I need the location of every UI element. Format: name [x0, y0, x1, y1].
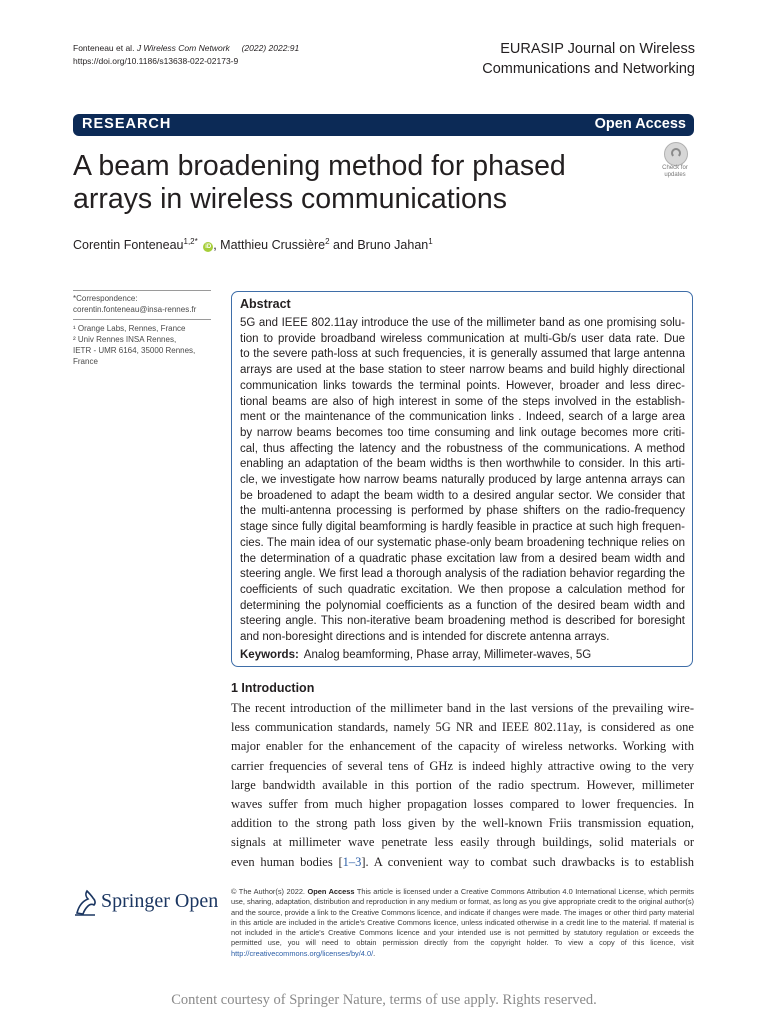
abstract-line: steering angle. This non-iterative beam broadening method is described for boresight — [240, 615, 685, 628]
affiliation-2-line: France — [73, 357, 98, 366]
abstract-line: ment or the maintenance of the communication links . Indeed, search of a large area — [240, 411, 685, 424]
abstract-line: tion to provide broadband wireless communication at multi-Gb/s user data rate. Due — [240, 332, 685, 345]
abstract-line: to the severe path-loss at such frequencies, it is generally assumed that large antenna — [240, 348, 685, 361]
abstract-line: arrays are used at the base station to steer narrow beams and build highly directional — [240, 364, 685, 377]
abstract-line: the determination of a quadratic phase excitation law from a desired beam width and — [240, 552, 685, 565]
author-list — [73, 237, 433, 252]
author-affiliation: 1 — [428, 237, 433, 246]
author-affiliation: 2 — [325, 237, 330, 246]
keywords-list: Analog beamforming, Phase array, Millimeter-waves, 5G — [303, 649, 592, 661]
article-type-label: RESEARCH — [82, 116, 172, 132]
check-updates-line-2: updates — [664, 171, 686, 178]
page-footer: Content courtesy of Springer Nature, terms of use apply. Rights reserved. — [171, 992, 597, 1008]
license-text: This article is licensed under a Creative Commons Attribution 4.0 International License, which permits use, sharing, adaptation, distribution and reproduction in any medium or format, as long as you give appropriate credit to the original author(s) and the source, provide a link to the Creative Commons licence, and indicate if changes were made. The images or other third party material in this article are included in the article's Creative Commons licence, unless indicated otherwise in a credit line to the material. If material is not included in the article's Creative Commons licence and your intended use is not permitted by statutory regulation or exceeds the permitted use, you will need to obtain permission directly from the copyright holder. To view a copy of this licence, visit — [231, 887, 694, 948]
orcid-icon[interactable]: iD — [205, 244, 212, 251]
journal-line-1: EURASIP Journal on Wireless — [500, 41, 695, 57]
body-line: signals at millimeter wave penetrate less easily through buildings, solid materials or — [231, 835, 694, 850]
abstract-line: cle, we investigate how narrow beams naturally produced by large antenna arrays can — [240, 474, 685, 487]
body-line: carrier frequencies of several tens of GHz is indeed highly attractive owing to the very — [231, 758, 694, 773]
body-line: The recent introduction of the millimeter band in the last versions of the prevailing wire- — [231, 701, 694, 715]
abstract-line: stage since fully digital beamforming is hardly feasible in practice at such high frequen- — [240, 521, 685, 534]
body-text: ]. A convenient way to combat such drawbacks is to establish — [361, 854, 694, 869]
correspondence-email[interactable]: corentin.fonteneau@insa-rennes.fr — [73, 305, 197, 314]
logo-brand: Springer — [101, 890, 170, 912]
year-volume: (2022) 2022:91 — [241, 43, 300, 53]
license-link[interactable]: http://creativecommons.org/licenses/by/4.0/ — [231, 948, 374, 958]
author-name[interactable]: Corentin Fonteneau — [73, 238, 184, 253]
author-separator: and — [329, 238, 358, 253]
abstract-line: cies. The main idea of our systematic phase-only beam broadening technique relies on — [240, 536, 685, 549]
sidebar-divider — [73, 319, 211, 320]
author-affiliation: 1,2* — [183, 237, 198, 246]
abstract-line: cal, thus affecting the latency and the robustness of the communications. A method — [240, 442, 685, 455]
body-text: even human bodies [ — [231, 854, 343, 869]
affiliation-1: ¹ Orange Labs, Rennes, France — [73, 324, 186, 333]
sidebar-divider — [73, 290, 211, 291]
author-name[interactable]: Bruno Jahan — [357, 238, 429, 253]
body-line: addition to the strong path loss given by the well-known Friis transmission equation, — [231, 816, 694, 831]
abstract-line: be broadened to adapt the beam width to a desired angular sector. We consider that — [240, 489, 685, 502]
abstract-line: 5G and IEEE 802.11ay introduce the use of the millimeter band as one promising solu- — [240, 317, 685, 329]
running-header — [73, 42, 299, 68]
abstract-heading: Abstract — [240, 297, 291, 311]
affiliations-block — [73, 323, 211, 367]
abstract-line: steering angle. We first lead a thorough analysis of the radiation behavior regarding the — [240, 568, 685, 581]
abstract-line: and non-boresight directions and is intended for discrete antenna arrays. — [240, 631, 610, 644]
correspondence-label: *Correspondence: — [73, 294, 138, 303]
license-end: . — [373, 948, 376, 958]
journal-name — [482, 39, 695, 79]
abstract-line: tional beams are also of high interest in some of the steps involved in the establish- — [240, 395, 685, 408]
body-line: large bandwidth available in this portion of the radio spectrum. However, millimeter — [231, 777, 694, 792]
correspondence-block — [73, 293, 211, 315]
check-for-updates-badge[interactable] — [655, 141, 695, 179]
body-line: waves suffer from much higher propagation losses compared to lower frequencies. In — [231, 797, 694, 812]
article-title: A beam broadening method for phased arrays in wireless communications — [73, 150, 566, 215]
journal-abbrev: J Wireless Com Network — [136, 43, 230, 53]
keywords-label: Keywords: — [240, 649, 299, 661]
citation-link[interactable]: 1–3 — [342, 854, 362, 869]
abstract-line: enabling an adaptation of the beam widths is then worthwhile to consider. In this arti- — [240, 458, 685, 471]
abstract-text — [240, 316, 685, 646]
license-copyright: © The Author(s) 2022. — [231, 887, 308, 896]
check-updates-line-1: Check for — [662, 165, 688, 171]
logo-text — [101, 890, 218, 913]
abstract-line: the multi-antenna processing is performed by phase shifters on the radio-frequency — [240, 505, 685, 518]
author-name[interactable]: Matthieu Crussière — [220, 238, 326, 253]
license-open-access: Open Access — [307, 887, 355, 896]
springer-open-logo — [73, 887, 218, 917]
affiliation-2-line: ² Univ Rennes INSA Rennes, — [73, 335, 177, 344]
intro-body — [231, 699, 694, 872]
section-heading: 1 Introduction — [231, 681, 315, 695]
body-line — [231, 853, 694, 872]
springer-horse-icon — [73, 889, 99, 917]
affiliation-2-line: IETR - UMR 6164, 35000 Rennes, — [73, 346, 196, 355]
license-notice — [231, 887, 694, 959]
check-updates-text — [655, 165, 695, 178]
logo-suffix: Open — [174, 890, 219, 912]
body-line: less communication standards, namely 5G NR and IEEE 802.11ay, is considered as one — [231, 720, 694, 735]
abstract-line: by narrow beams becomes too time consuming and link outage becomes more criti- — [240, 426, 685, 439]
article-type-banner — [73, 114, 694, 136]
journal-line-2: Communications and Networking — [482, 61, 695, 77]
check-updates-icon — [664, 142, 688, 166]
abstract-line: communication links towards the terminal points. However, broader and less direc- — [240, 379, 685, 392]
author-separator: , — [213, 238, 221, 253]
citation-line — [73, 42, 299, 55]
authors-short: Fonteneau et al. — [73, 43, 135, 53]
open-access-label: Open Access — [594, 116, 686, 132]
abstract-line: determining the polynomial coefficients as a function of the desired beam width and — [240, 599, 685, 612]
abstract-line: coefficients of such quadratic excitation. We then propose a calculation method for — [240, 583, 685, 596]
body-line: major enabler for the enhancement of the capacity of wireless networks. Working with — [231, 739, 694, 754]
doi-link[interactable]: https://doi.org/10.1186/s13638-022-02173-9 — [73, 56, 239, 66]
keywords-line — [240, 649, 591, 661]
